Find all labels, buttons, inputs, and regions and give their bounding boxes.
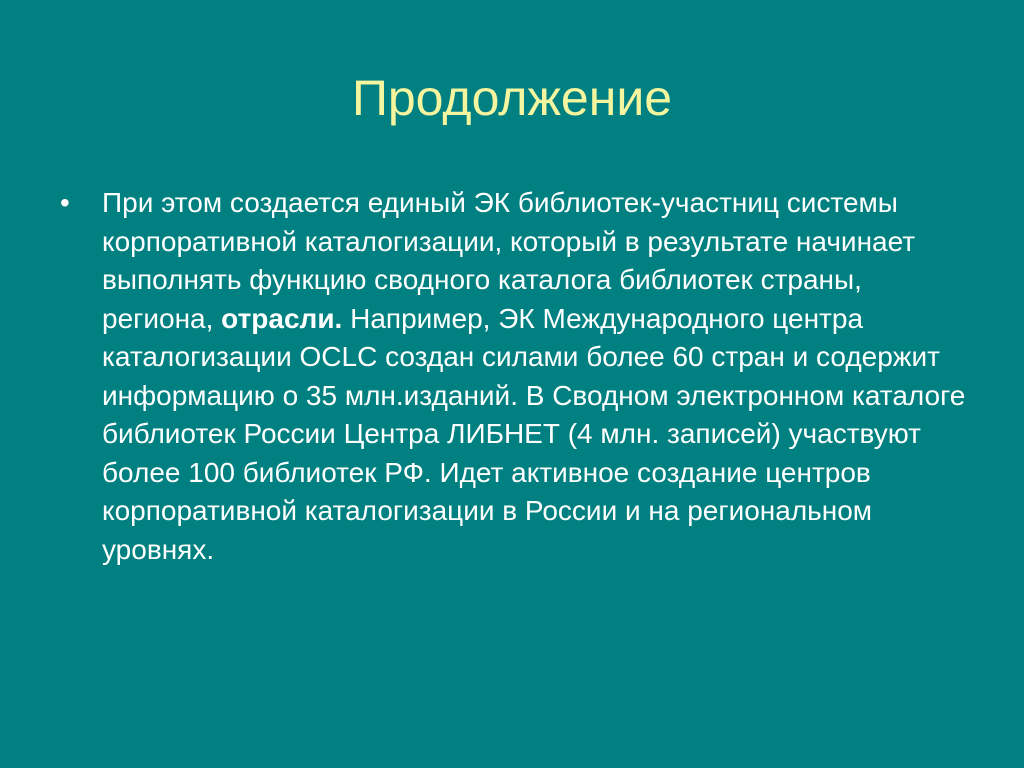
bullet-list: [60, 184, 980, 569]
paragraph-bold-text: отрасли.: [221, 302, 343, 334]
bullet-marker: •: [60, 187, 70, 218]
bullet-item: [60, 184, 980, 569]
paragraph-text-before-bold: При этом создается единый ЭК библиотек-участниц системы корпоративной каталогизации, который в результате начинает выполнять функцию сводного каталога библиотек страны, региона,: [102, 187, 916, 334]
slide-title: Продолжение: [351, 70, 673, 126]
paragraph-text-after-bold: Например, ЭК Международного центра каталогизации OCLC создан силами более 60 стран и содержит информацию о 35 млн.изданий. В Сводном электронном каталоге библиотек России Центра ЛИБНЕТ (4 млн. записей) участвуют более 100 библиотек РФ. Идет активное создание центров корпоративной каталогизации в России и на региональном уровнях.: [102, 302, 966, 565]
